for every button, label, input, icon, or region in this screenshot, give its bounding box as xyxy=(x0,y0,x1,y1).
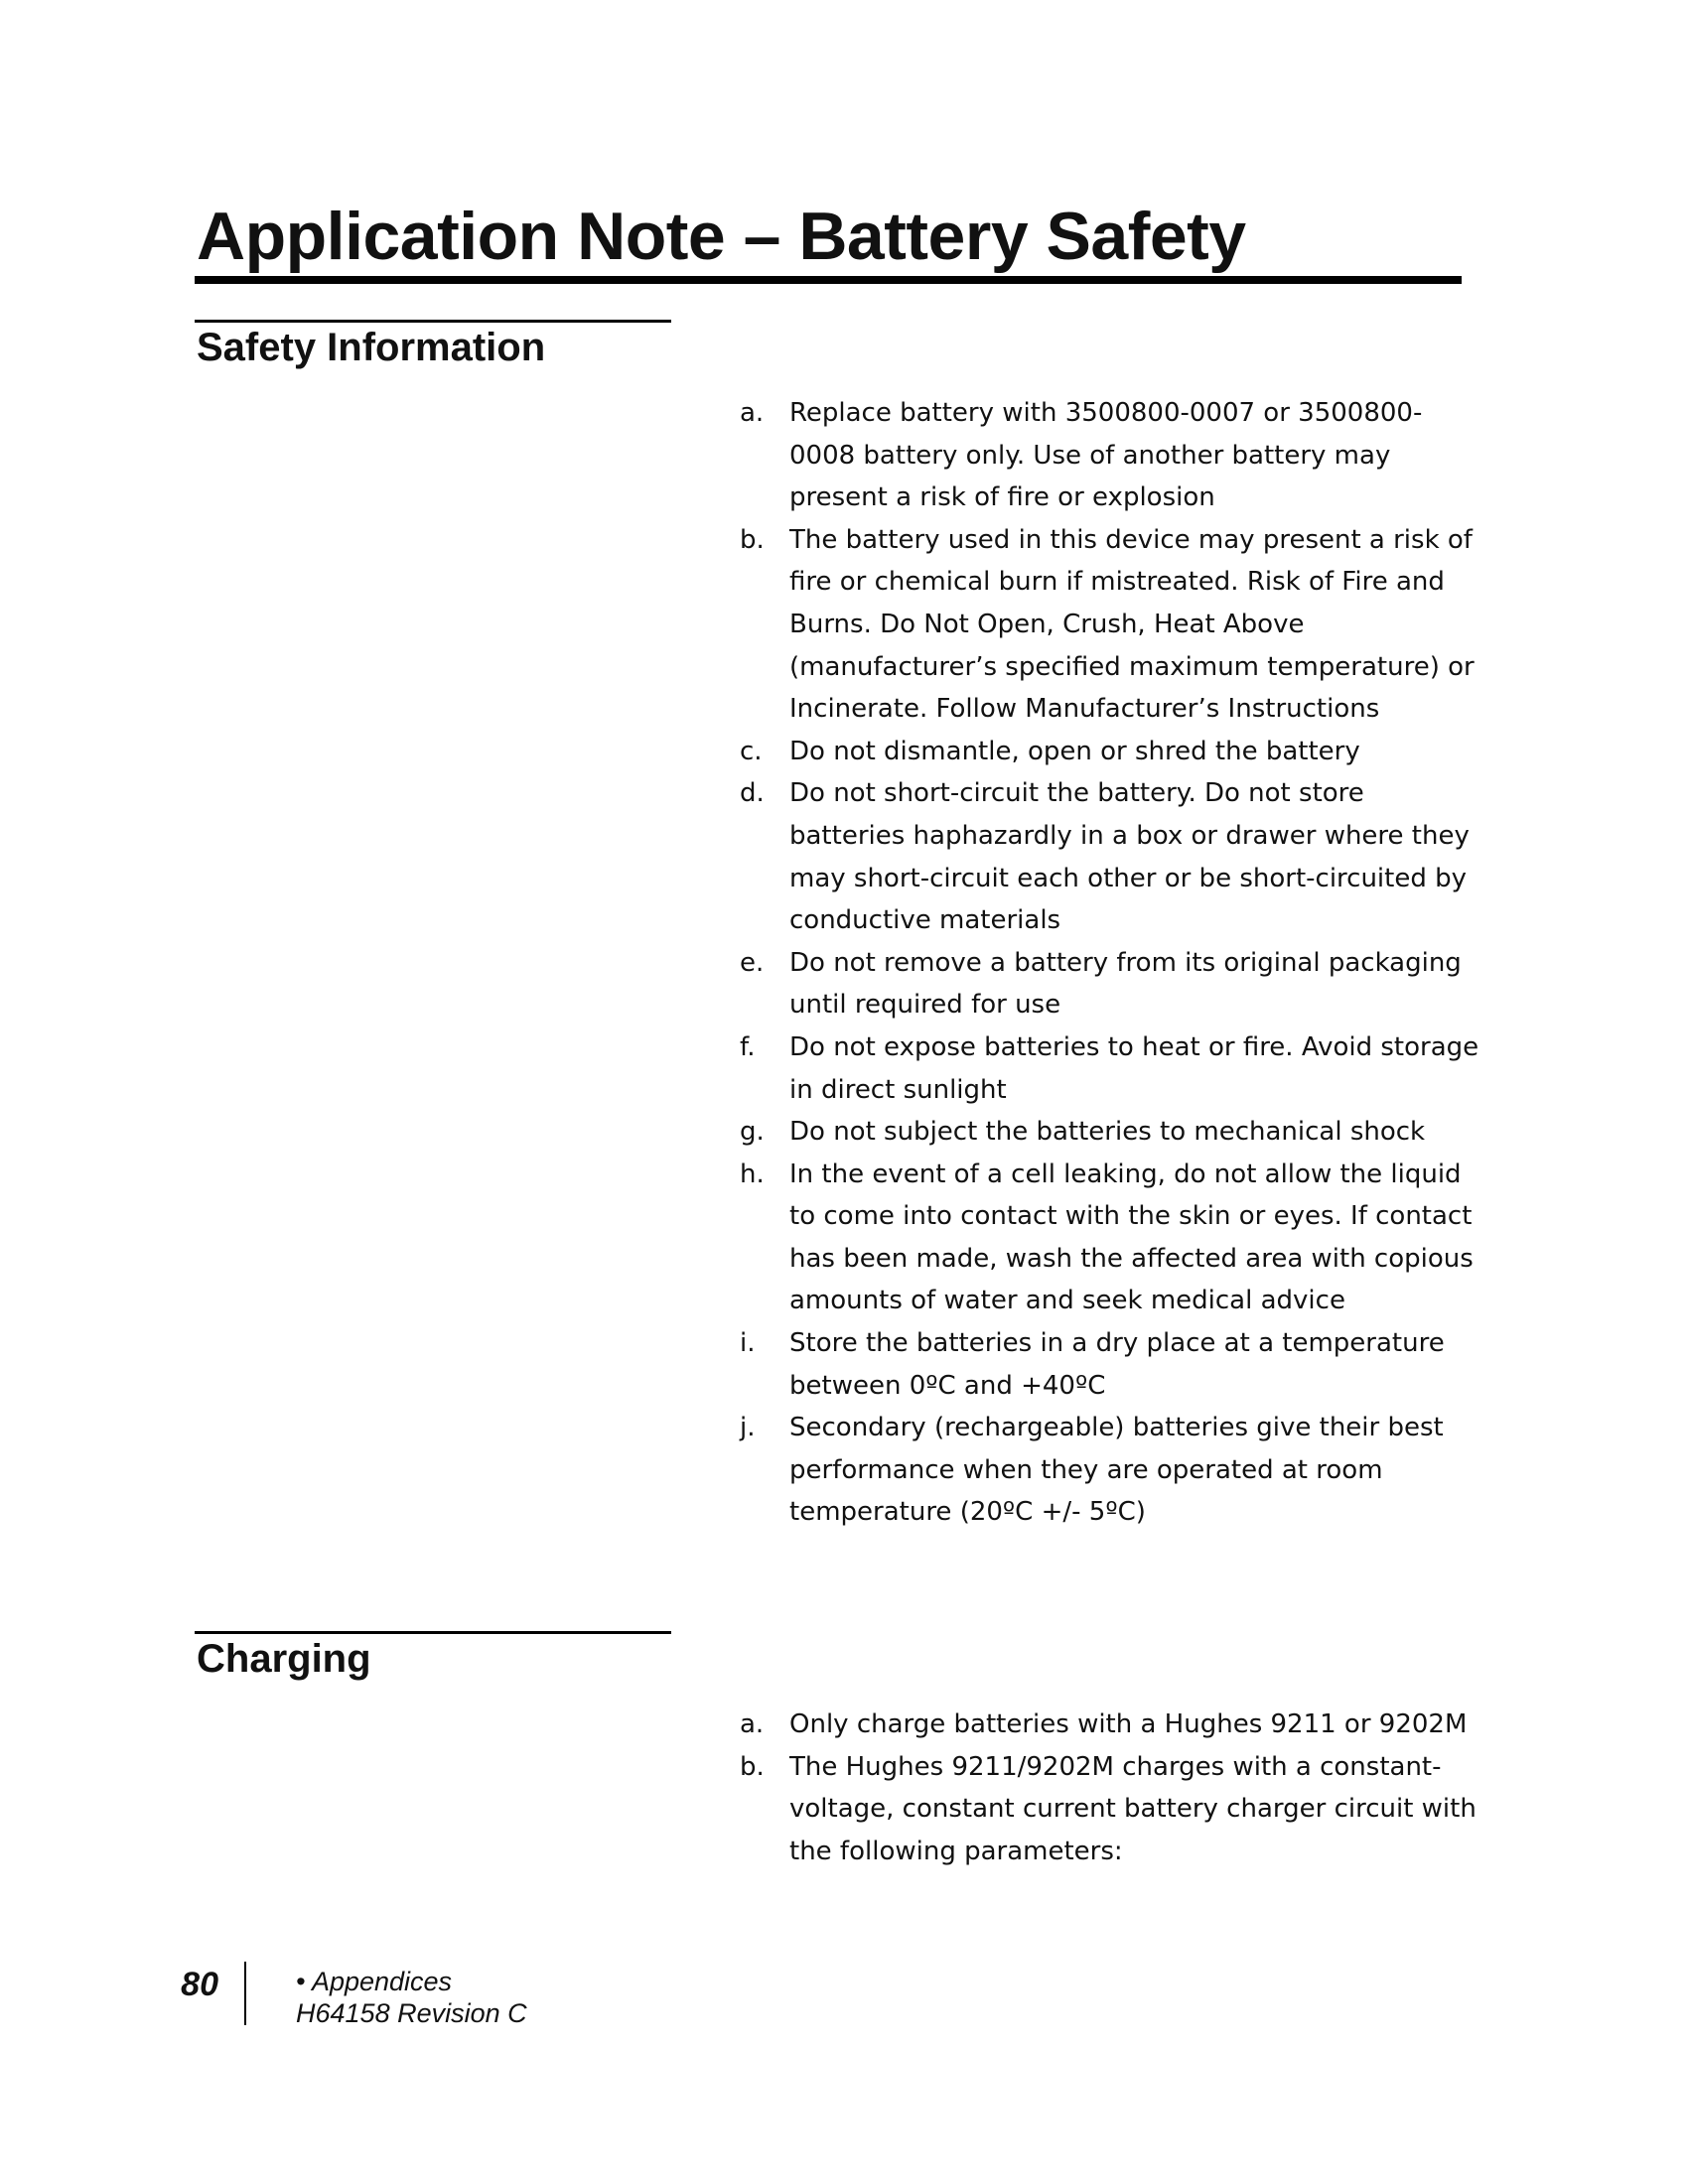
page-title: Application Note – Battery Safety xyxy=(197,199,1246,274)
list-item xyxy=(740,1026,1479,1111)
list-item xyxy=(740,1154,1479,1322)
list-item xyxy=(740,392,1479,519)
list-item-text: Store the batteries in a dry place at a temperature between 0ºC and +40ºC xyxy=(789,1328,1445,1401)
charging-section-heading: Charging xyxy=(197,1637,371,1681)
list-marker: c. xyxy=(740,736,763,766)
list-item-text: Do not expose batteries to heat or fire. Avoid storage in direct sunlight xyxy=(789,1031,1479,1105)
list-item-text: Only charge batteries with a Hughes 9211 or 9202M xyxy=(789,1709,1468,1739)
list-marker: j. xyxy=(740,1413,756,1443)
charging-list xyxy=(740,1704,1479,1872)
list-item xyxy=(740,519,1479,731)
page-number: 80 xyxy=(181,1966,218,2003)
list-marker: i. xyxy=(740,1328,756,1359)
list-marker: f. xyxy=(740,1031,756,1062)
list-item-text: In the event of a cell leaking, do not allow the liquid to come into contact with the skin or eyes. If contact has been made, wash the affected area with copious amounts of water and seek medical advice xyxy=(789,1159,1474,1316)
list-marker: b. xyxy=(740,1751,765,1782)
list-item-text: The battery used in this device may present a risk of fire or chemical burn if mistreated. Risk of Fire and Burns. Do Not Open, Crush, Heat Above (manufacturer’s specified maximum temperature) or Incinerate. Follow Manufacturer’s Instructions xyxy=(789,524,1475,725)
list-item xyxy=(740,942,1479,1026)
footer-divider xyxy=(244,1962,246,2025)
list-marker: h. xyxy=(740,1159,765,1189)
list-item-text: Do not remove a battery from its original packaging until required for use xyxy=(789,947,1462,1021)
footer-section: • Appendices xyxy=(296,1967,453,1996)
list-item-text: The Hughes 9211/9202M charges with a constant-voltage, constant current battery charger circuit with the following parameters: xyxy=(789,1751,1477,1866)
list-item xyxy=(740,1407,1479,1534)
list-marker: a. xyxy=(740,1709,765,1739)
list-item-text: Do not subject the batteries to mechanical shock xyxy=(789,1117,1426,1148)
list-marker: b. xyxy=(740,524,765,555)
list-marker: g. xyxy=(740,1117,765,1148)
list-item-text: Do not short-circuit the battery. Do not store batteries haphazardly in a box or drawer where they may short-circuit each other or be short-circuited by conductive materials xyxy=(789,778,1470,936)
list-marker: e. xyxy=(740,947,765,978)
list-item-text: Do not dismantle, open or shred the battery xyxy=(789,736,1360,766)
footer-info xyxy=(296,1966,527,2029)
list-item xyxy=(740,1322,1479,1407)
list-marker: a. xyxy=(740,398,765,428)
list-item xyxy=(740,1746,1479,1873)
footer-doc-revision: H64158 Revision C xyxy=(296,1998,527,2028)
list-marker: d. xyxy=(740,778,765,809)
list-item xyxy=(740,1704,1479,1746)
list-item xyxy=(740,1111,1479,1154)
list-item xyxy=(740,731,1479,773)
list-item-text: Replace battery with 3500800-0007 or 3500800-0008 battery only. Use of another battery may present a risk of fire or explosion xyxy=(789,398,1423,513)
safety-list xyxy=(740,392,1479,1534)
safety-section-heading: Safety Information xyxy=(197,326,546,369)
title-underline xyxy=(195,276,1462,284)
list-item xyxy=(740,772,1479,941)
list-item-text: Secondary (rechargeable) batteries give their best performance when they are operated at room temperature (20ºC +/- 5ºC) xyxy=(789,1413,1444,1528)
